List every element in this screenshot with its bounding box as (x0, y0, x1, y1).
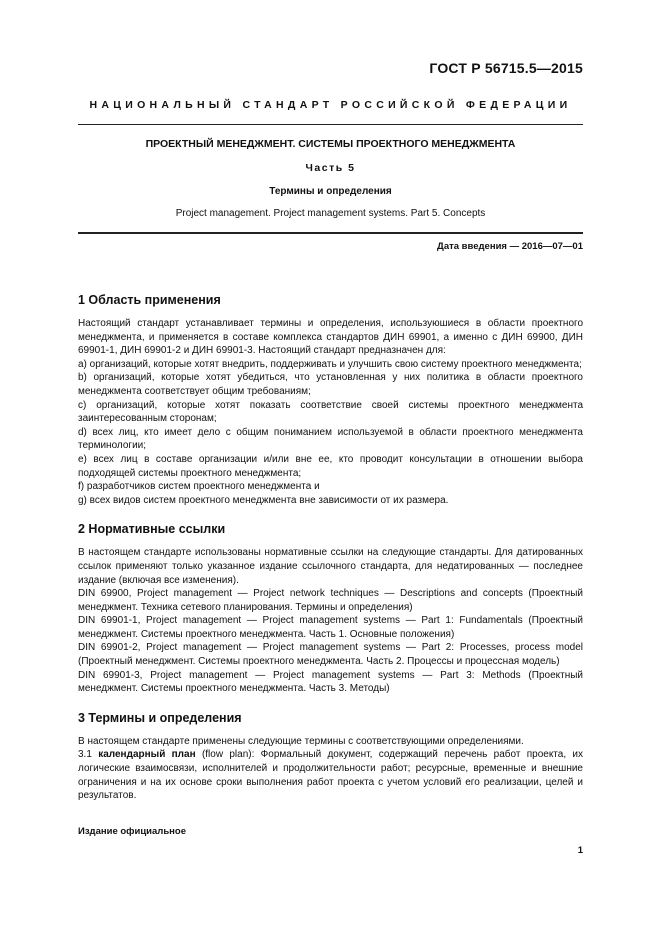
edition-label: Издание официальное (78, 826, 186, 837)
reference-item: DIN 69901-3, Project management — Project management systems — Part 3: Methods (Проектный менеджмент. Системы проектного менеджмента. Часть 3. Методы) (78, 669, 583, 695)
list-item: g) всех видов систем проектного менеджмента вне зависимости от их размера. (78, 494, 449, 506)
section-heading: 3 Термины и определения (78, 710, 242, 725)
term-entry (78, 748, 583, 802)
title-block (78, 135, 583, 219)
section-heading: 1 Область применения (78, 293, 221, 307)
document-body (78, 292, 583, 803)
english-title: Project management. Project management systems. Part 5. Concepts (175, 208, 486, 219)
introduction-date: Дата введения — 2016—07—01 (437, 241, 583, 252)
national-standard-caption: НАЦИОНАЛЬНЫЙ СТАНДАРТ РОССИЙСКОЙ ФЕДЕРАЦИИ (89, 99, 572, 111)
document-title: ПРОЕКТНЫЙ МЕНЕДЖМЕНТ. СИСТЕМЫ ПРОЕКТНОГО МЕНЕДЖМЕНТА (145, 138, 516, 150)
term-number: 3.1 (78, 749, 92, 761)
term-name: календарный план (98, 749, 196, 761)
document-subtitle: Термины и определения (269, 186, 392, 197)
part-label: Часть 5 (305, 162, 356, 174)
reference-item: DIN 69901-1, Project management — Project management systems — Part 1: Fundamentals (Проектный менеджмент. Системы проектного менеджмента. Часть 1. Основные положения) (78, 615, 583, 640)
reference-item: DIN 69900, Project management — Project network techniques — Descriptions and concepts (Проектный менеджмент. Техника сетевого планирования. Термины и определения) (78, 588, 583, 613)
page-number: 1 (577, 845, 583, 856)
section-scope (78, 292, 583, 507)
paragraph: Настоящий стандарт устанавливает термины и определения, используюшиеся в области проектного менеджмента, и применяется в составе комплекса стандартов ДИН 69901, а именно с ДИН 69900, ДИН 69901-1, ДИН 69901-2 и ДИН 69901-3. Настоящий стандарт предназначен для: (78, 318, 583, 357)
bottom-rule (78, 232, 583, 234)
section-heading: 2 Нормативные ссылки (78, 522, 226, 537)
paragraph: В настоящем стандарте применены следующие термины с соответствующими определениями. (78, 735, 524, 747)
list-item: b) организаций, которые хотят убедиться, что установленная у них политика в области проектного менеджмента соответствует общим требованиям; (78, 372, 583, 397)
list-item: c) организаций, которые хотят показать соответствие своей системы проектного менеджмента заинтересованным сторонам; (78, 399, 583, 425)
list-item: e) всех лиц в составе организации и/или вне ее, кто проводит консультации в отношении выбора подходящей системы проектного менеджмента; (78, 453, 583, 479)
document-number: ГОСТ Р 56715.5—2015 (429, 60, 583, 76)
list-item: d) всех лиц, кто имеет дело с общим пониманием используемой в области проектного менеджмента терминологии; (78, 426, 583, 452)
section-terms-definitions (78, 710, 583, 803)
paragraph: В настоящем стандарте использованы нормативные ссылки на следующие стандарты. Для датированных ссылок применяют только указанное издание ссылочного стандарта, для недатированных — последнее издание (включая все изменения). (78, 547, 583, 586)
list-item: a) организаций, которые хотят внедрить, поддерживать и улучшить свою систему проектного менеджмента; (78, 358, 582, 370)
top-rule (78, 124, 583, 125)
list-item: f) разработчиков систем проектного менеджмента и (78, 481, 320, 493)
section-normative-references (78, 521, 583, 696)
term-definition: (flow plan): Формальный документ, содержащий перечень работ проекта, их логические взаимосвязи, исполнителей и продолжительности работ; ресурсные, временные и внешние ограничения и на их основе сроки выполнения работ проекта с учетом условий его реализации, целей и результатов. (78, 749, 583, 802)
reference-item: DIN 69901-2, Project management — Project management systems — Part 2: Processes, process model (Проектный менеджмент. Системы проектного менеджмента. Часть 2. Процессы и процессная модель) (78, 642, 583, 668)
